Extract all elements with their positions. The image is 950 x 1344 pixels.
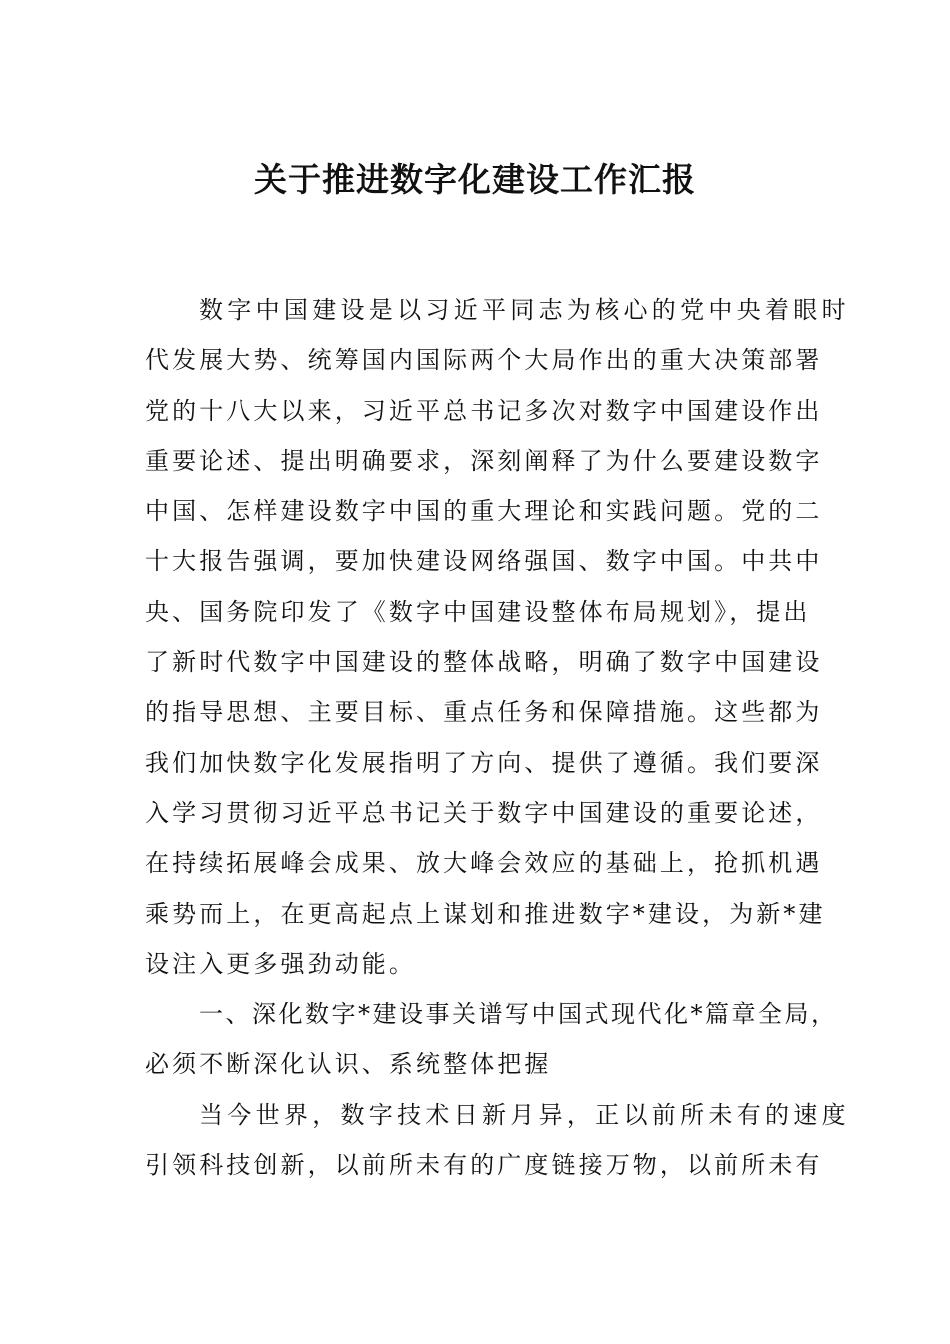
paragraph-line: 中国、怎样建设数字中国的重大理论和实践问题。党的二 bbox=[145, 497, 823, 526]
paragraph-line: 党的十八大以来，习近平总书记多次对数字中国建设作出 bbox=[145, 396, 823, 425]
paragraph-line: 入学习贯彻习近平总书记关于数字中国建设的重要论述， bbox=[145, 798, 823, 827]
section-heading-line: 一、深化数字*建设事关谱写中国式现代化*篇章全局， bbox=[199, 1000, 838, 1029]
paragraph-line: 我们加快数字化发展指明了方向、提供了遵循。我们要深 bbox=[145, 748, 823, 777]
document-title: 关于推进数字化建设工作汇报 bbox=[254, 160, 696, 199]
paragraph-line: 引领科技创新，以前所未有的广度链接万物，以前所未有 bbox=[145, 1151, 823, 1180]
section-heading-line: 必须不断深化认识、系统整体把握 bbox=[145, 1050, 552, 1079]
paragraph-line: 代发展大势、统筹国内国际两个大局作出的重大决策部署 bbox=[145, 346, 823, 375]
paragraph-line: 重要论述、提出明确要求，深刻阐释了为什么要建设数字 bbox=[145, 446, 823, 475]
paragraph-line: 设注入更多强劲动能。 bbox=[145, 949, 416, 978]
paragraph-line: 当今世界，数字技术日新月异，正以前所未有的速度 bbox=[199, 1100, 850, 1129]
paragraph-line: 乘势而上，在更高起点上谋划和推进数字*建设，为新*建 bbox=[145, 899, 826, 928]
paragraph-line: 了新时代数字中国建设的整体战略，明确了数字中国建设 bbox=[145, 648, 823, 677]
paragraph-line: 十大报告强调，要加快建设网络强国、数字中国。中共中 bbox=[145, 547, 823, 576]
paragraph-line: 央、国务院印发了《数字中国建设整体布局规划》，提出 bbox=[145, 597, 811, 626]
paragraph-line: 在持续拓展峰会成果、放大峰会效应的基础上，抢抓机遇 bbox=[145, 849, 823, 878]
document-body bbox=[145, 285, 850, 1190]
paragraph-line: 数字中国建设是以习近平同志为核心的党中央着眼时 bbox=[199, 296, 850, 324]
paragraph-line: 的指导思想、主要目标、重点任务和保障措施。这些都为 bbox=[145, 698, 823, 727]
